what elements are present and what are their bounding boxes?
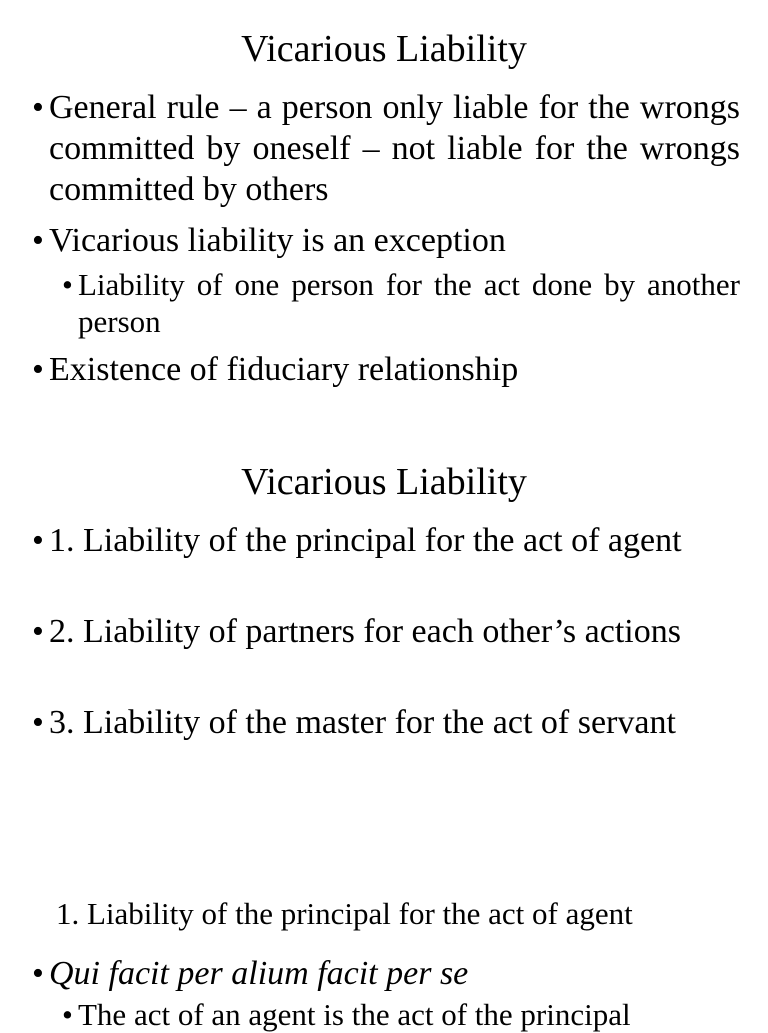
bullet-text: 1. Liability of the principal for the act of agent [49, 522, 682, 559]
bullet-point: • [32, 613, 44, 650]
bullet-partners [32, 611, 740, 652]
bullet-text: Existence of fiduciary relationship [49, 351, 519, 388]
bullet-fiduciary [32, 349, 740, 390]
bullet-text: 2. Liability of partners for each other’s actions [49, 613, 681, 650]
bullet-point: • [62, 267, 73, 302]
bullet-qui-facit [32, 953, 740, 994]
bullet-text: Liability of one person for the act done by another person [78, 267, 740, 339]
bullet-point: • [32, 351, 44, 388]
bullet-point: • [32, 222, 44, 259]
bullet-master-servant [32, 702, 740, 743]
bullet-text: The act of an agent is the act of the principal [78, 997, 631, 1032]
bullet-point: • [32, 89, 44, 126]
bullet-general-rule [32, 87, 740, 210]
bullet-point: • [32, 955, 44, 992]
bullet-text: 3. Liability of the master for the act of servant [49, 704, 676, 741]
bullet-text: Vicarious liability is an exception [49, 222, 506, 259]
bullet-point: • [32, 522, 44, 559]
sub-bullet-one-person [62, 266, 740, 340]
sub-bullet-agent-act [62, 996, 740, 1033]
bullet-principal-agent [32, 520, 740, 561]
bullet-point: • [32, 704, 44, 741]
bullet-text: Qui facit per alium facit per se [49, 955, 469, 992]
slide-2-title: Vicarious Liability [241, 461, 527, 503]
slide-1-title: Vicarious Liability [241, 28, 527, 70]
bullet-point: • [62, 997, 73, 1032]
bullet-exception [32, 220, 740, 261]
slide-3-heading: 1. Liability of the principal for the act of agent [56, 896, 633, 931]
bullet-text: General rule – a person only liable for the wrongs committed by oneself – not liable for the wrongs committed by others [49, 89, 740, 208]
